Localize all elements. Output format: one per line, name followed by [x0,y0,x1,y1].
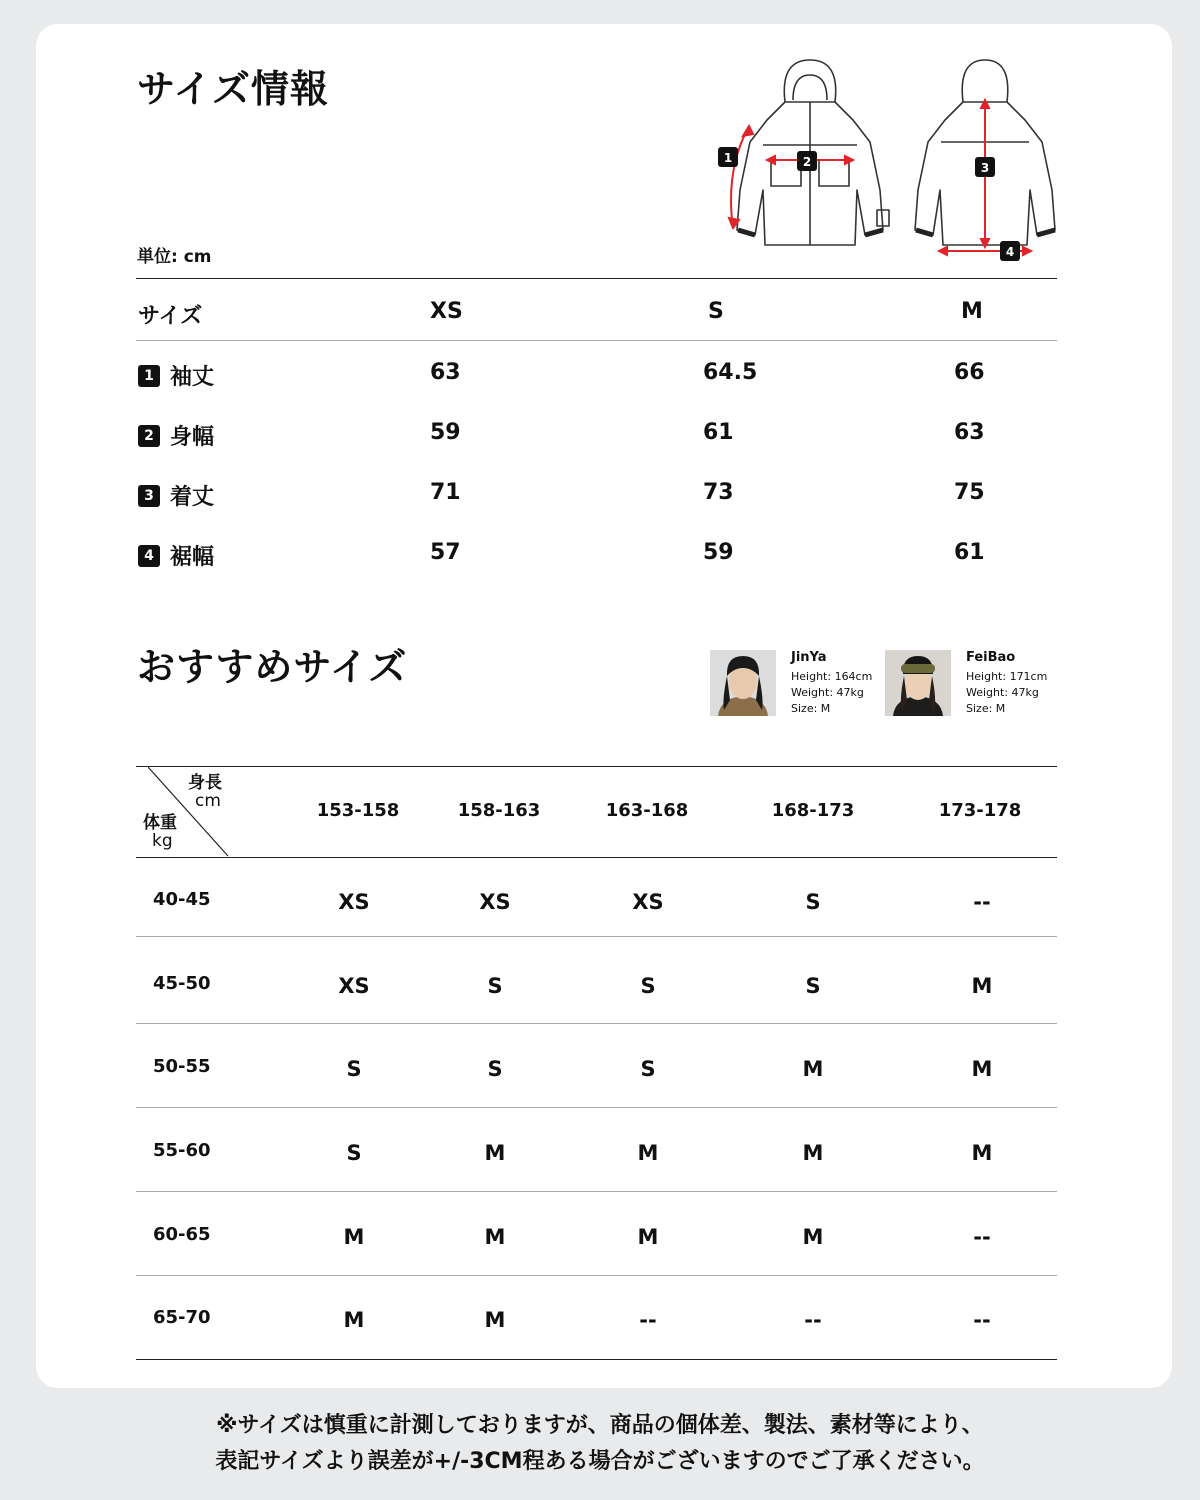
recommend-cell: M [637,1225,659,1249]
recommend-cell: M [802,1225,824,1249]
weight-label: 60-65 [153,1224,211,1245]
size-row-chest [138,420,214,451]
disclaimer-line-2: 表記サイズより誤差が+/-3CM程ある場合がございますのでご了承ください。 [215,1449,985,1474]
recommend-cell: XS [338,974,370,998]
corner-height-label: 身長 [188,773,222,793]
size-row-hem [138,540,214,571]
size-row-sleeve [138,360,214,391]
model-size: Size: M [966,702,1006,715]
model-info-feibao [966,650,1047,717]
row-rule [136,1191,1057,1192]
recommend-table-top-rule [136,766,1057,767]
size-value: 61 [703,420,734,445]
recommend-cell: S [487,974,503,998]
size-header-rule [136,340,1057,341]
height-header: 153-158 [316,800,400,821]
model-size: Size: M [791,702,831,715]
recommend-cell: M [484,1308,506,1332]
recommend-cell: XS [338,890,370,914]
recommend-cell: XS [479,890,511,914]
row-rule [136,1107,1057,1108]
corner-weight-label: 体重 [143,813,177,833]
weight-label: 65-70 [153,1307,211,1328]
size-value: 59 [703,540,734,565]
recommend-cell: S [805,890,821,914]
model-photo [710,650,776,716]
recommend-cell: S [640,974,656,998]
size-value: 63 [430,360,461,385]
size-row-length [138,480,214,511]
recommend-cell: M [637,1141,659,1165]
model-height: Height: 164cm [791,670,873,683]
weight-label: 50-55 [153,1056,211,1077]
row-label: 着丈 [170,485,215,510]
size-value: 71 [430,480,461,505]
corner-height-unit: cm [195,791,221,811]
size-value: 64.5 [703,360,758,385]
front-hood [784,60,835,102]
recommend-cell: S [346,1057,362,1081]
size-value: 57 [430,540,461,565]
recommend-cell: -- [973,1308,991,1332]
weight-label: 45-50 [153,973,211,994]
unit-label: 単位: cm [137,247,212,267]
recommend-cell: S [346,1141,362,1165]
recommend-cell: S [640,1057,656,1081]
recommend-cell: M [802,1057,824,1081]
size-value: 59 [430,420,461,445]
recommend-cell: M [802,1141,824,1165]
recommend-cell: M [343,1225,365,1249]
number-badge: 2 [138,425,160,447]
size-value: 61 [954,540,985,565]
recommend-cell: M [343,1308,365,1332]
recommend-cell: M [971,1057,993,1081]
weight-label: 40-45 [153,889,211,910]
diagram-marker-4-label: 4 [1005,245,1015,259]
jacket-diagram [705,50,1075,265]
size-info-title: サイズ情報 [137,67,329,111]
row-rule [136,936,1057,937]
model-info-jinya [791,650,872,717]
size-value: 75 [954,480,985,505]
recommend-title: おすすめサイズ [137,645,408,689]
diagram-marker-1-label: 1 [723,151,733,165]
row-label: 裾幅 [170,545,215,570]
number-badge: 1 [138,365,160,387]
row-label: 袖丈 [170,365,215,390]
height-header: 173-178 [938,800,1022,821]
back-hood [962,60,1008,102]
weight-label: 55-60 [153,1140,211,1161]
recommend-cell: -- [804,1308,822,1332]
recommend-cell: M [971,1141,993,1165]
recommend-header-rule [136,857,1057,858]
height-header: 168-173 [771,800,855,821]
diagram-marker-3-label: 3 [980,161,990,175]
recommend-cell: M [971,974,993,998]
model-name: FeiBao [966,650,1016,665]
size-value: 63 [954,420,985,445]
model-height: Height: 171cm [966,670,1048,683]
corner-weight-unit: kg [152,831,173,851]
size-table-top-rule [136,278,1057,279]
size-header-s: S [708,299,724,324]
recommend-cell: -- [973,890,991,914]
size-header-xs: XS [430,299,463,324]
disclaimer-line-1: ※サイズは慎重に計測しておりますが、商品の個体差、製法、素材等により、 [216,1413,984,1438]
number-badge: 3 [138,485,160,507]
disclaimer-note [0,1408,1200,1480]
size-value: 66 [954,360,985,385]
recommend-cell: -- [639,1308,657,1332]
recommend-table-bottom-rule [136,1359,1057,1360]
size-header-m: M [961,299,983,324]
recommend-cell: S [805,974,821,998]
recommend-cell: S [487,1057,503,1081]
height-header: 158-163 [457,800,541,821]
recommend-cell: -- [973,1225,991,1249]
size-header-label: サイズ [138,304,203,329]
model-weight: Weight: 47kg [791,686,864,699]
row-label: 身幅 [170,425,215,450]
model-weight: Weight: 47kg [966,686,1039,699]
row-rule [136,1023,1057,1024]
number-badge: 4 [138,545,160,567]
recommend-cell: XS [632,890,664,914]
row-rule [136,1275,1057,1276]
height-header: 163-168 [605,800,689,821]
model-name: JinYa [791,650,827,665]
model-photo [885,650,951,716]
recommend-cell: M [484,1225,506,1249]
recommend-cell: M [484,1141,506,1165]
size-value: 73 [703,480,734,505]
diagram-marker-2-label: 2 [802,155,812,169]
